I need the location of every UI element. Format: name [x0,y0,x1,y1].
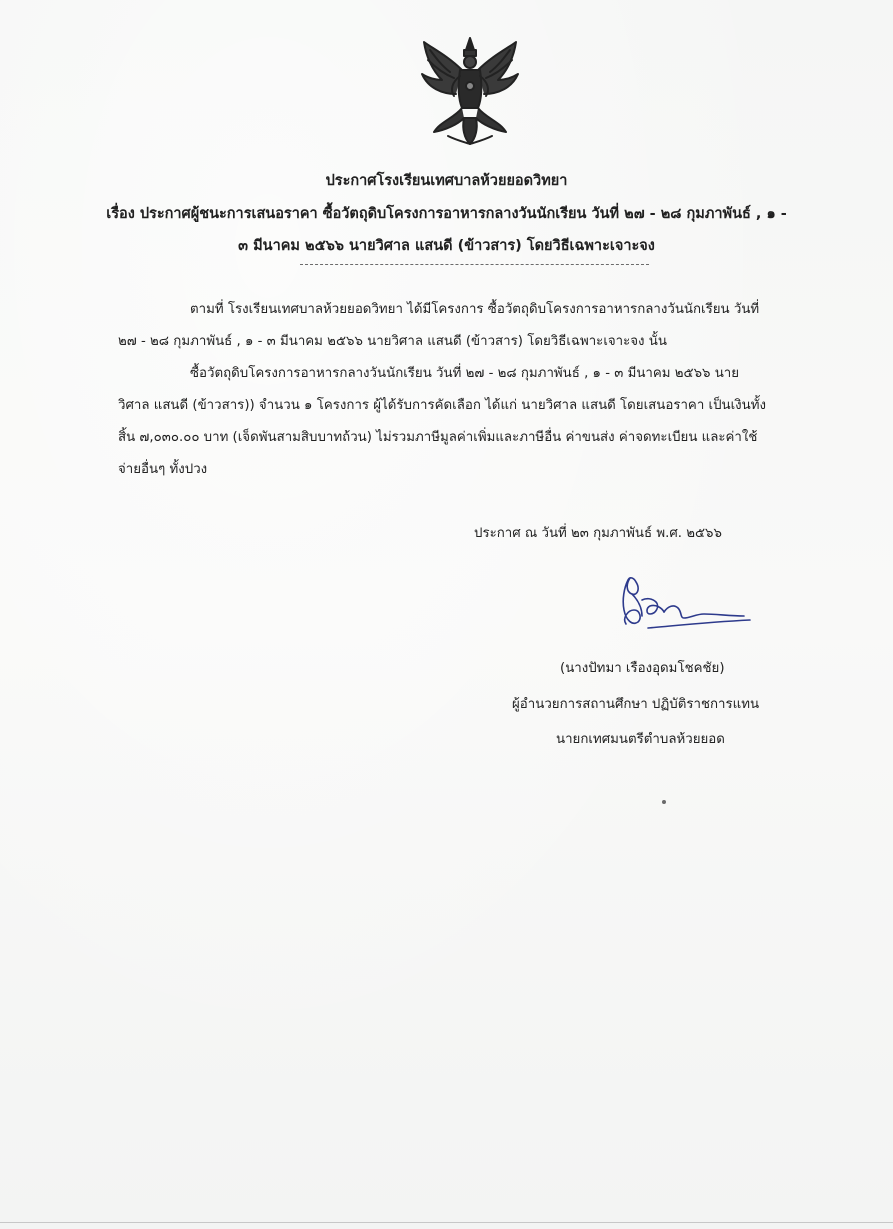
page-bottom-edge [0,1222,893,1223]
speck-mark [662,800,666,804]
body-line-5: สิ้น ๗,๐๓๐.๐๐ บาท (เจ็ดพันสามสิบบาทถ้วน) ไม่รวมภาษีมูลค่าเพิ่มและภาษีอื่น ค่าขนส่ง ค่าจดทะเบียน และค่าใช้ [118,430,758,445]
subject-line-1: เรื่อง ประกาศผู้ชนะการเสนอราคา ซื้อวัตถุดิบโครงการอาหารกลางวันนักเรียน วันที่ ๒๗ - ๒๘ กุมภาพันธ์ , ๑ - [106,206,787,222]
subject-line-2: ๓ มีนาคม ๒๕๖๖ นายวิศาล แสนดี (ข้าวสาร) โดยวิธีเฉพาะเจาะจง [238,238,655,254]
divider [300,264,649,265]
signer-position: ผู้อำนวยการสถานศึกษา ปฏิบัติราชการแทน [512,697,760,712]
signer-name: (นางปัทมา เรืองอุดมโชคชัย) [560,661,725,676]
body-line-2: ๒๗ - ๒๘ กุมภาพันธ์ , ๑ - ๓ มีนาคม ๒๕๖๖ นายวิศาล แสนดี (ข้าวสาร) โดยวิธีเฉพาะเจาะจง นั้น [118,334,667,349]
body-line-1: ตามที่ โรงเรียนเทศบาลห้วยยอดวิทยา ได้มีโครงการ ซื้อวัตถุดิบโครงการอาหารกลางวันนักเรียน วันที่ [190,302,760,317]
body-line-4: วิศาล แสนดี (ข้าวสาร)) จำนวน ๑ โครงการ ผู้ได้รับการคัดเลือก ได้แก่ นายวิศาล แสนดี โดยเสนอราคา เป็นเงินทั้ง [118,398,766,413]
signer-on-behalf: นายกเทศมนตรีตำบลห้วยยอด [556,732,725,747]
signature-mark [612,570,762,640]
announcement-date: ประกาศ ณ วันที่ ๒๓ กุมภาพันธ์ พ.ศ. ๒๕๖๖ [474,526,722,541]
body-line-6: จ่ายอื่นๆ ทั้งปวง [118,462,208,477]
announcement-title: ประกาศโรงเรียนเทศบาลห้วยยอดวิทยา [325,173,568,189]
garuda-emblem-icon [418,36,522,148]
body-line-3: ซื้อวัตถุดิบโครงการอาหารกลางวันนักเรียน วันที่ ๒๗ - ๒๘ กุมภาพันธ์ , ๑ - ๓ มีนาคม ๒๕๖๖ นาย [190,366,740,381]
